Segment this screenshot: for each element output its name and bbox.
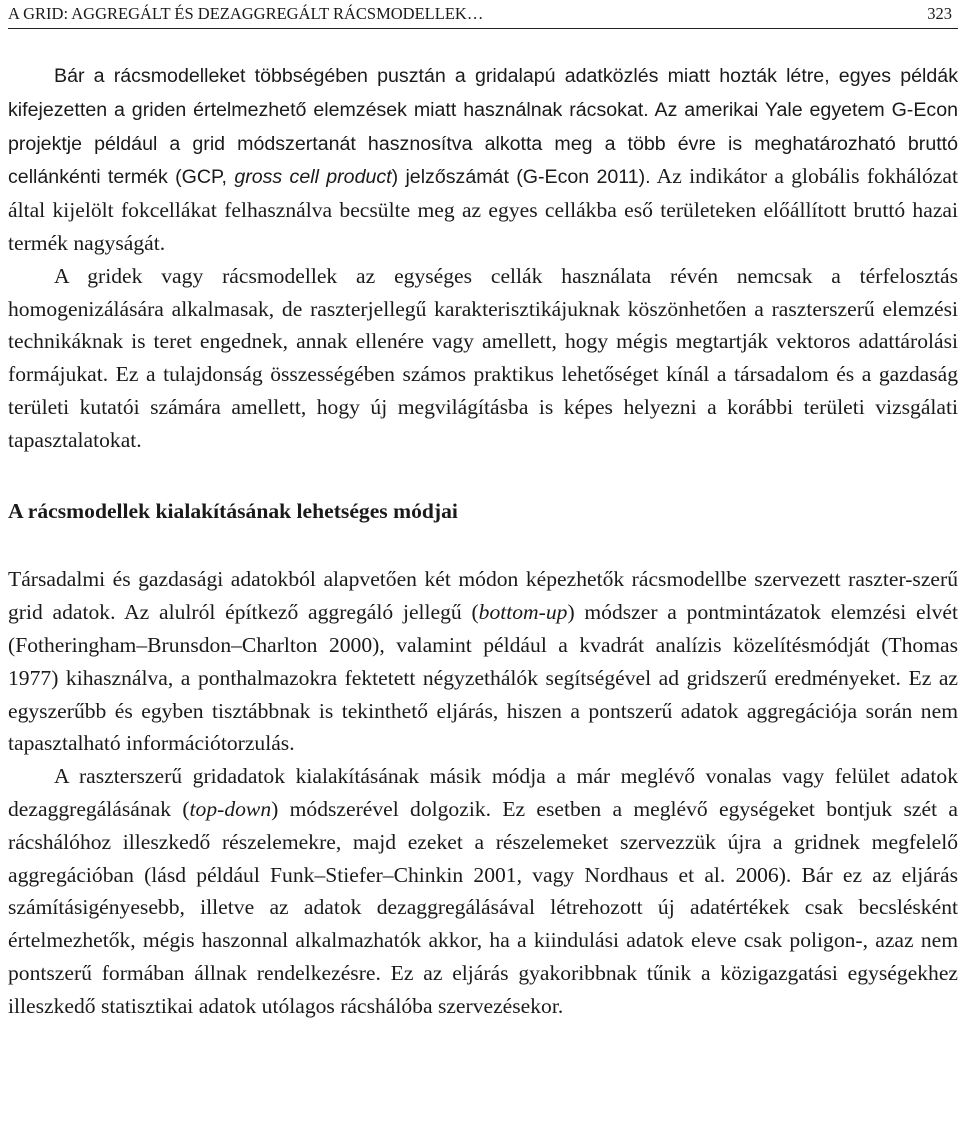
gross-cell-product-term: gross cell product [234, 166, 392, 189]
paragraph-top-down-text-a: A raszterszerű gridadatok kialakításának másik módja a már meglévő vonalas vagy felület adatok dezaggregálásának ( [8, 764, 958, 821]
paragraph-gcon-serif-text: Az indikátor a globális fokhálózat által kijelölt fokcellákat felhasználva becsülte meg az egyes cellákba eső területeken előállított bruttó hazai termék nagyságát. [8, 164, 958, 255]
paragraph-gcon-sans-end: ) jelzőszámát (G-Econ 2011). [391, 166, 651, 189]
section-heading: A rácsmodellek kialakításának lehetséges módjai [8, 498, 458, 523]
body-text [8, 59, 958, 1023]
top-down-term: top-down [189, 796, 272, 821]
paragraph-gcon-sans-text: Bár a rácsmodelleket többségében pusztán a gridalapú adatközlés miatt hozták létre, egyes példák kifejezetten a griden értelmezhető elemzések miatt használnak rácsokat. Az amerikai Yale egyetem G-Econ projektje például a grid módszertanát hasznosítva alkotta meg a több évre is meghatározható bruttó cellánkénti termék (GCP, [8, 65, 958, 189]
page-number: 323 [927, 4, 952, 23]
paragraph-bottom-up [8, 563, 958, 760]
paragraph-bottom-up-text-b: ) módszer a pontmintázatok elemzési elvét (Fotheringham–Brunsdon–Charlton 2000), valamint például a kvadrát analízis közelítésmódját (Thomas 1977) kihasználva, a ponthalmazokra fektetett négyzethálók segítségével ad gridszerű eredményeket. Ez az egyszerűbb és egyben tisztábbnak is tekinthető eljárás, hiszen a pontszerű adatok aggregációja során nem tapasztalható információtorzulás. [8, 600, 959, 756]
paragraph-bottom-up-text-a: Társadalmi és gazdasági adatokból alapvetően két módon képezhetők rácsmodellbe szervezett raszter-szerű grid adatok. Az alulról építkező aggregáló jellegű ( [8, 567, 958, 625]
bottom-up-term: bottom-up [478, 600, 568, 625]
running-title: A GRID: AGGREGÁLT ÉS DEZAGGREGÁLT RÁCSMODELLEK… [8, 4, 484, 23]
running-header [8, 0, 958, 29]
paragraph-top-down [8, 760, 958, 1022]
paragraph-top-down-text-b: ) módszerével dolgozik. Ez esetben a meglévő egységeket bontjuk szét a rácshálóhoz illeszkedő részelemekre, majd ezeket a részelemeket szervezzük újra a gridnek megfelelő aggregációban (lásd például Funk–Stiefer–Chinkin 2001, vagy Nordhaus et al. 2006). Bár ez az eljárás számításigényesebb, illetve az adatok dezaggregálásával létrehozott új adatértékek csak becslésként értelmezhetők, mégis haszonnal alkalmazhatók akkor, ha a kiindulási adatok eleve csak poligon-, azaz nem pontszerű formában állnak rendelkezésre. Ez az eljárás gyakoribbnak tűnik a közigazgatási egységekhez illeszkedő statisztikai adatok utólagos rácshálóba szervezésekor. [8, 796, 958, 1018]
paragraph-grid-advantages: A gridek vagy rácsmodellek az egységes cellák használata révén nemcsak a térfelosztás homogenizálására alkalmasak, de raszterjellegű karakterisztikájuknak köszönhetően a raszterszerű elemzési technikáknak is teret engednek, annak ellenére vagy amellett, hogy mégis megtartják vektoros adattárolási formájukat. Ez a tulajdonság összességében számos praktikus lehetőséget kínál a társadalom és a gazdaság területi kutatói számára amellett, hogy új megvilágításba is képes helyezni a korábbi területi vizsgálati tapasztalatokat. [8, 263, 958, 452]
paragraph-gcon [8, 59, 958, 260]
